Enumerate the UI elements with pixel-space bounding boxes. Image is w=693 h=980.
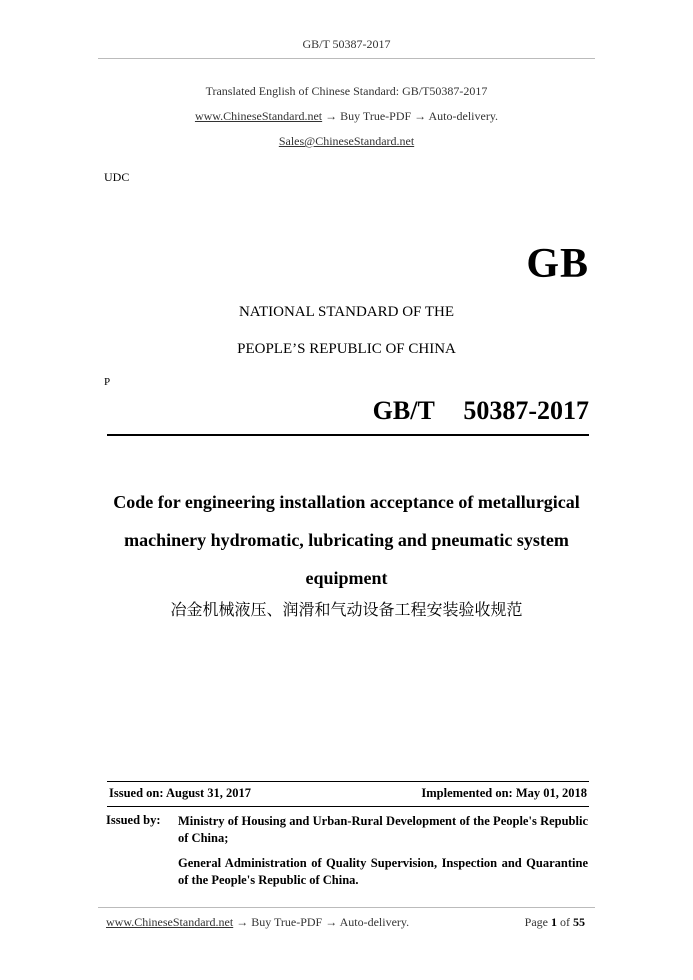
arrow-right-icon: → (325, 915, 338, 929)
title-line-3: equipment (305, 568, 388, 588)
running-header: GB/T 50387-2017 (302, 37, 391, 51)
footer-links (106, 915, 409, 930)
site-link[interactable]: www.ChineseStandard.net (194, 109, 323, 123)
title-line-2: machinery hydromatic, lubricating and pneumatic system (124, 530, 569, 550)
title-line-1: Code for engineering installation acceptance of metallurgical (113, 492, 580, 512)
issued-by-label: Issued by: (106, 813, 161, 827)
title-divider (107, 434, 589, 436)
arrow-right-icon: → (325, 109, 338, 123)
translation-notice: Translated English of Chinese Standard: GB/T50387-2017 (205, 84, 488, 98)
footer-auto-delivery-text: Auto-delivery. (339, 915, 410, 929)
arrow-right-icon: → (414, 109, 427, 123)
footer-site-link[interactable]: www.ChineseStandard.net (106, 915, 234, 929)
page-label: Page (524, 915, 548, 929)
dates-divider-top (107, 781, 589, 782)
arrow-right-icon: → (236, 915, 249, 929)
purchase-links (0, 109, 693, 124)
header-divider (98, 58, 595, 59)
standard-number: GB/T 50387-2017 (372, 396, 589, 425)
p-mark: P (104, 376, 111, 388)
document-title (0, 483, 693, 597)
udc-label: UDC (104, 170, 130, 184)
footer-divider (98, 907, 595, 908)
sales-email-line (0, 134, 693, 149)
sales-email-link[interactable]: Sales@ChineseStandard.net (278, 134, 415, 148)
page-indicator (525, 915, 585, 930)
of-label: of (560, 915, 570, 929)
issuer-ministry: Ministry of Housing and Urban-Rural Development of the People's Republic of China; (178, 814, 588, 845)
national-standard-line1: NATIONAL STANDARD OF THE (238, 304, 455, 320)
page-total: 55 (573, 915, 585, 929)
implemented-on-date: Implemented on: May 01, 2018 (421, 786, 587, 800)
dates-divider-bottom (107, 806, 589, 807)
page-number: 1 (551, 915, 557, 929)
national-standard-line2: PEOPLE’S REPUBLIC OF CHINA (237, 341, 456, 357)
gb-mark: GB (526, 241, 589, 287)
issuer-aqsiq: General Administration of Quality Supervision, Inspection and Quarantine of the People's Republic of China. (178, 856, 588, 887)
buy-text: Buy True-PDF (340, 109, 412, 123)
chinese-title: 冶金机械液压、润滑和气动设备工程安装验收规范 (170, 600, 523, 619)
auto-delivery-text: Auto-delivery. (428, 109, 499, 123)
issued-on-date: Issued on: August 31, 2017 (109, 786, 252, 800)
footer-buy-text: Buy True-PDF (251, 915, 323, 929)
